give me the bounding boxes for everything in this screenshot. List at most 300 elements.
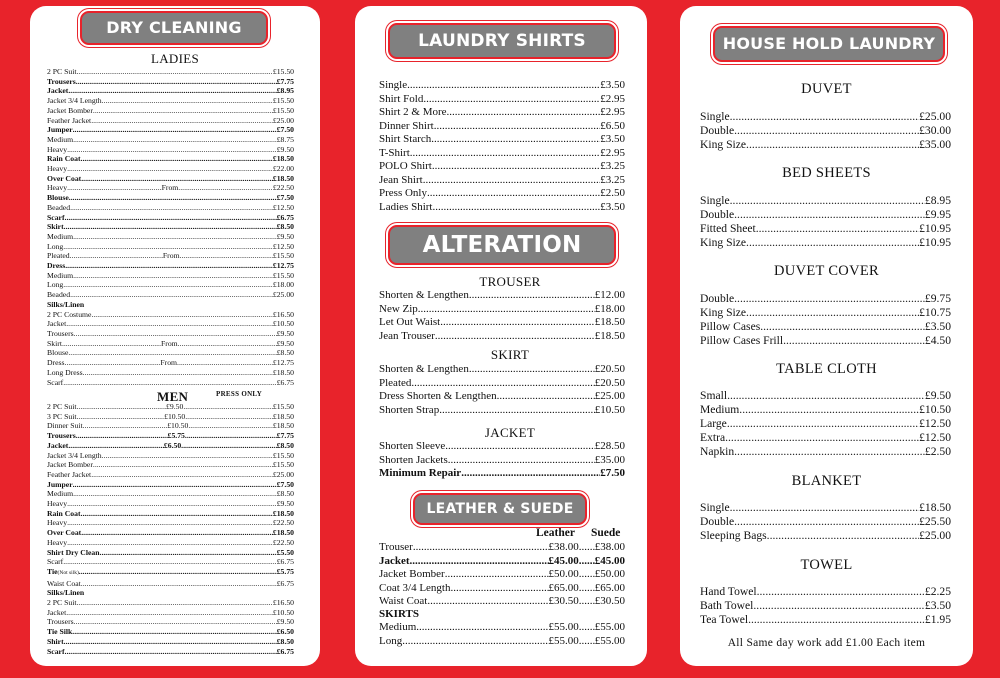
leader-dots: [730, 110, 919, 124]
leader-dots: [81, 174, 273, 184]
item-label: Heavy: [47, 144, 68, 154]
leader-dots: [177, 358, 273, 368]
leader-dots: [76, 431, 168, 441]
item-label: Double: [700, 292, 735, 305]
item-price: £18.50: [272, 154, 294, 164]
price-row: [700, 194, 951, 208]
from-label: From: [161, 183, 179, 193]
item-label: Jean Trouser: [379, 329, 435, 342]
laundry-alteration-panel: [355, 6, 647, 666]
item-price: £2.95: [600, 92, 625, 105]
price-row: [379, 404, 625, 418]
item-price: £10.50: [919, 403, 951, 417]
leather-suede-banner: LEATHER & SUEDE: [413, 493, 587, 525]
item-label: Long: [47, 280, 64, 290]
item-label: T-Shirt: [379, 146, 410, 159]
item-price: £15.50: [272, 96, 294, 106]
table-cloth-heading: TABLE CLOTH: [776, 361, 877, 377]
price-row: [379, 303, 625, 317]
leader-dots: [66, 319, 273, 329]
item-price: £8.95: [276, 86, 294, 96]
price-row: [47, 86, 294, 96]
price-row: [379, 201, 625, 215]
leader-dots: [76, 67, 272, 77]
item-label: Napkin: [700, 445, 735, 459]
leader-dots: [93, 106, 273, 116]
item-price: £18.50: [594, 316, 625, 328]
leader-dots: [73, 271, 273, 281]
leader-dots: [63, 557, 276, 567]
item-price: £7.50: [276, 125, 294, 135]
price-row: [379, 187, 625, 201]
item-price: £9.50: [276, 144, 294, 154]
leader-dots: [435, 330, 595, 344]
leader-dots: [756, 222, 919, 236]
leader-dots: [767, 529, 919, 543]
item-label: Tea Towel: [700, 613, 749, 627]
item-label: Heavy: [47, 537, 68, 547]
item-price: £2.95: [600, 106, 625, 118]
item-price: £18.50: [272, 508, 294, 518]
item-price: £15.50: [272, 270, 294, 280]
price-row: [379, 454, 625, 468]
item-price: £15.50: [272, 402, 294, 411]
price-row: [47, 509, 294, 519]
leader-dots: [180, 251, 273, 261]
item-label: Shirt: [47, 636, 64, 646]
towel-list: [700, 585, 951, 627]
price-row: [47, 460, 294, 470]
price-row: [700, 431, 951, 445]
suede-price: £55.00: [594, 621, 625, 633]
leader-dots: [757, 585, 925, 599]
leader-dots: [65, 647, 277, 657]
item-price: £25.50: [919, 515, 951, 529]
leader-dots: [185, 431, 277, 441]
item-price: £6.75: [276, 212, 294, 222]
leader-dots: [66, 608, 273, 618]
item-label: Scarf: [47, 646, 65, 656]
item-label: Double: [700, 208, 735, 222]
item-price: £28.50: [594, 440, 625, 452]
leader-dots: [579, 595, 595, 609]
press-only-price: £10.50: [167, 421, 189, 431]
item-price: £9.50: [276, 499, 294, 509]
item-price: £30.00: [919, 124, 951, 138]
price-row: [379, 555, 625, 569]
leather-skirts-list: [379, 621, 625, 648]
item-price: £2.50: [600, 187, 625, 199]
item-price: £9.50: [276, 231, 294, 241]
item-label: Rain Coat: [47, 508, 81, 518]
press-only-price: £9.50: [166, 402, 184, 411]
price-row: [47, 627, 294, 637]
price-row: [47, 368, 294, 378]
item-label: Scarf: [47, 212, 65, 222]
bed-sheets-heading: BED SHEETS: [782, 165, 871, 181]
suede-price: £45.00: [594, 554, 625, 567]
item-price: £3.50: [924, 599, 951, 613]
price-row: [700, 515, 951, 529]
leader-dots: [402, 635, 548, 649]
item-label: 2 PC Suit: [47, 67, 77, 76]
item-label: Double: [700, 515, 735, 529]
price-row: [700, 208, 951, 222]
item-label: Shorten & Lengthen: [379, 289, 469, 301]
item-price: £2.50: [924, 445, 951, 459]
item-price: £12.50: [919, 417, 951, 431]
laundry-shirts-banner: LAUNDRY SHIRTS: [388, 23, 616, 59]
item-price: £9.50: [276, 338, 294, 348]
item-label: Jacket: [47, 86, 69, 96]
leader-dots: [178, 183, 273, 193]
item-label: King Size: [700, 306, 747, 320]
price-row: [47, 421, 294, 431]
price-row: [379, 133, 625, 147]
item-label: 3 PC Suit: [47, 411, 77, 421]
duvet-cover-heading: DUVET COVER: [774, 263, 879, 279]
item-label: Ladies Shirt: [379, 200, 433, 213]
price-row: [47, 261, 294, 271]
item-price: £1.95: [924, 613, 951, 627]
item-label: Trousers: [47, 617, 74, 627]
price-row: [47, 518, 294, 528]
leader-dots: [70, 290, 273, 300]
item-price: £25.00: [272, 115, 294, 125]
item-label: Over Coat: [47, 528, 82, 538]
press-only-price: £10.50: [164, 411, 186, 421]
leader-dots: [70, 251, 163, 261]
item-label: Medium: [700, 403, 740, 417]
duvet-list: [700, 110, 951, 152]
leather-price: £55.00: [548, 634, 579, 647]
price-row: [47, 598, 294, 608]
leader-dots: [730, 501, 919, 515]
price-row: [47, 203, 294, 213]
item-price: £25.00: [594, 390, 625, 402]
item-price: £15.50: [272, 460, 294, 470]
leader-dots: [725, 431, 919, 445]
leather-suede-list: [379, 541, 625, 609]
item-label: Jacket: [47, 440, 69, 450]
price-row: [47, 77, 294, 87]
price-row: [47, 617, 294, 627]
item-price: £9.50: [924, 389, 951, 402]
item-price: £25.00: [272, 469, 294, 479]
price-row: [700, 445, 951, 459]
item-price: £9.75: [924, 292, 951, 305]
price-row: [47, 378, 294, 388]
price-row: [700, 320, 951, 334]
leader-dots: [73, 135, 277, 145]
price-row: [47, 271, 294, 281]
item-label: Jacket Bomber: [47, 460, 93, 470]
item-price: £22.50: [272, 537, 294, 547]
item-price: £8.75: [276, 134, 294, 144]
item-label: Waist Coat: [379, 595, 428, 607]
leader-dots: [68, 86, 276, 96]
leader-dots: [445, 568, 549, 582]
leader-dots: [579, 635, 595, 649]
leader-dots: [62, 339, 161, 349]
price-row: [47, 608, 294, 618]
item-label: Skirt: [47, 338, 62, 348]
item-label: New Zip: [379, 302, 418, 315]
jacket-alteration-list: [379, 440, 625, 481]
item-price: £18.50: [272, 173, 294, 183]
price-row: [47, 145, 294, 155]
item-label: Tie Silk: [47, 627, 73, 637]
item-label: Pillow Cases Frill: [700, 334, 784, 348]
leather-price: £38.00: [548, 541, 579, 553]
item-note: (Not silk): [57, 569, 79, 576]
price-row: [47, 232, 294, 242]
men-heading: MEN: [157, 389, 189, 404]
leader-dots: [67, 145, 277, 155]
item-label: Scarf: [47, 377, 64, 387]
item-label: Heavy: [47, 499, 68, 509]
suede-price: £50.00: [594, 568, 625, 580]
price-row: [47, 402, 294, 412]
leader-dots: [734, 515, 919, 529]
item-label: King Size: [700, 236, 747, 250]
trouser-heading: TROUSER: [479, 274, 541, 289]
leader-dots: [734, 445, 925, 459]
item-label: Feather Jacket: [47, 469, 92, 479]
leader-dots: [447, 106, 601, 120]
price-row: [379, 147, 625, 161]
item-price: £16.50: [272, 598, 294, 608]
leader-dots: [730, 194, 925, 208]
item-label: Skirt: [47, 222, 64, 232]
item-label: Medium: [47, 489, 74, 499]
leader-dots: [91, 310, 272, 320]
price-row: [700, 222, 951, 236]
item-label: Beaded: [47, 290, 71, 300]
price-row: [47, 441, 294, 451]
item-label: Shirt Fold: [379, 92, 424, 105]
jacket-heading: JACKET: [484, 425, 536, 440]
from-label: From: [160, 358, 178, 368]
leader-dots: [76, 412, 164, 422]
item-price: £2.25: [924, 585, 951, 598]
leader-dots: [73, 232, 277, 242]
item-label: Long Dress: [47, 367, 83, 377]
item-price: £10.95: [919, 236, 951, 250]
item-price: £15.50: [272, 67, 294, 76]
item-label: Single: [700, 110, 730, 123]
item-price: £22.00: [272, 164, 294, 174]
item-label: Jacket 3/4 Length: [47, 450, 102, 460]
price-row: [47, 358, 294, 368]
item-label: Blouse: [47, 348, 69, 358]
leader-dots: [440, 316, 595, 330]
price-row: [47, 310, 294, 320]
dry-cleaning-banner: DRY CLEANING: [80, 11, 268, 45]
price-row: [700, 138, 951, 152]
item-price: £20.50: [594, 363, 625, 375]
price-row: [379, 377, 625, 391]
item-label: Fitted Sheet: [700, 222, 756, 236]
leader-dots: [64, 637, 277, 647]
item-label: Rain Coat: [47, 154, 81, 164]
leader-dots: [81, 579, 277, 589]
item-label: Jacket: [379, 554, 410, 567]
price-row: [47, 637, 294, 647]
item-label: Blouse: [47, 193, 69, 203]
leader-dots: [727, 389, 925, 403]
alteration-banner: ALTERATION: [388, 225, 616, 265]
item-label: Shirt Dry Clean: [47, 547, 100, 557]
price-row: [700, 529, 951, 543]
item-price: £10.50: [272, 607, 294, 617]
price-row: [700, 599, 951, 613]
price-row: [700, 306, 951, 320]
item-label: Dress: [47, 261, 66, 271]
leader-dots: [448, 454, 595, 468]
item-label: 2 PC Costume: [47, 309, 92, 319]
item-label: Hand Towel: [700, 585, 757, 598]
item-price: £12.50: [272, 241, 294, 251]
price-row: [47, 193, 294, 203]
leader-dots: [746, 138, 919, 152]
price-row: [47, 242, 294, 252]
leader-dots: [445, 440, 594, 454]
leader-dots: [68, 441, 164, 451]
item-price: £3.50: [600, 79, 625, 91]
price-row: [47, 222, 294, 232]
item-label: Medium: [47, 231, 74, 241]
price-row: [47, 67, 294, 77]
item-price: £25.00: [919, 110, 951, 123]
item-price: £15.50: [272, 105, 294, 115]
leader-dots: [418, 303, 595, 317]
price-row: [47, 251, 294, 261]
item-label: King Size: [700, 138, 747, 152]
price-row: [47, 116, 294, 126]
item-label: Single: [700, 194, 730, 207]
suede-price: £30.50: [594, 595, 625, 607]
item-label: Dinner Suit: [47, 421, 83, 431]
item-label: Shorten Jackets: [379, 453, 448, 466]
item-price: £2.95: [600, 146, 625, 159]
leader-dots: [469, 289, 595, 303]
item-label: Medium: [47, 134, 74, 144]
laundry-shirts-list: [379, 79, 625, 214]
leader-dots: [67, 518, 273, 528]
item-label: Jacket Bomber: [47, 105, 93, 115]
leather-column-header: Leather: [536, 527, 575, 539]
item-price: £3.50: [600, 133, 625, 145]
bed-sheets-list: [700, 194, 951, 250]
item-label: Single: [379, 79, 408, 91]
same-day-note: All Same day work add £1.00 Each item: [727, 637, 926, 649]
price-row: [700, 236, 951, 250]
item-label: Bath Towel: [700, 599, 754, 613]
item-price: £22.50: [272, 183, 294, 193]
item-price: £12.75: [272, 261, 294, 271]
price-row: [379, 467, 625, 481]
leader-dots: [748, 613, 925, 627]
price-row: [700, 585, 951, 599]
item-label: Pleated: [47, 251, 70, 261]
leader-dots: [178, 339, 277, 349]
item-label: Heavy: [47, 518, 68, 528]
item-price: £10.50: [272, 319, 294, 329]
leader-dots: [423, 174, 601, 188]
price-row: [700, 334, 951, 348]
item-price: £8.50: [276, 636, 294, 646]
item-price: £10.95: [919, 222, 951, 236]
leader-dots: [431, 133, 600, 147]
item-label: Jacket Bomber: [379, 568, 445, 580]
item-price: £9.50: [276, 617, 294, 627]
leader-dots: [83, 421, 168, 431]
item-label: Small: [700, 389, 728, 402]
price-row: [47, 567, 294, 579]
item-price: £6.75: [276, 557, 294, 567]
item-label: Trouser: [379, 541, 413, 553]
item-price: £6.75: [276, 578, 294, 588]
item-price: £18.50: [919, 501, 951, 514]
skirt-alteration-list: [379, 363, 625, 417]
item-label: Double: [700, 124, 735, 138]
price-row: [47, 329, 294, 339]
price-row: [47, 125, 294, 135]
item-label: Silks/Linen: [47, 588, 85, 598]
leader-dots: [734, 208, 925, 222]
item-label: Trousers: [47, 431, 76, 441]
price-row: [47, 647, 294, 657]
item-label: Shorten & Lengthen: [379, 363, 469, 375]
leader-dots: [64, 222, 277, 232]
item-price: £5.50: [276, 547, 294, 557]
leader-dots: [432, 201, 600, 215]
skirts-subheading: SKIRTS: [379, 608, 419, 620]
table-cloth-list: [700, 389, 951, 459]
item-label: Jacket 3/4 Length: [47, 96, 102, 106]
item-price: £18.50: [594, 329, 625, 342]
leader-dots: [63, 242, 273, 252]
price-row: [700, 110, 951, 124]
item-price: £20.50: [594, 376, 625, 389]
leader-dots: [181, 441, 277, 451]
price-row: [47, 588, 294, 598]
from-label: From: [162, 251, 180, 261]
item-label: Medium: [47, 270, 74, 280]
price-row: [47, 528, 294, 538]
leader-dots: [72, 627, 276, 637]
item-label: Feather Jacket: [47, 115, 92, 125]
press-only-label: PRESS ONLY: [216, 390, 263, 398]
item-price: £5.75: [276, 566, 294, 576]
price-row: [700, 613, 951, 627]
item-label: Shirt Starch: [379, 133, 432, 145]
item-label: Waist Coat: [47, 578, 81, 588]
price-row: [47, 319, 294, 329]
leader-dots: [439, 404, 595, 418]
leader-dots: [411, 377, 594, 391]
leader-dots: [76, 598, 272, 608]
price-row: [700, 403, 951, 417]
leader-dots: [68, 348, 276, 358]
price-row: [47, 96, 294, 106]
item-price: £35.00: [919, 138, 951, 152]
leader-dots: [746, 306, 919, 320]
leader-dots: [410, 555, 549, 569]
price-row: [47, 154, 294, 164]
item-price: £7.75: [276, 76, 294, 86]
